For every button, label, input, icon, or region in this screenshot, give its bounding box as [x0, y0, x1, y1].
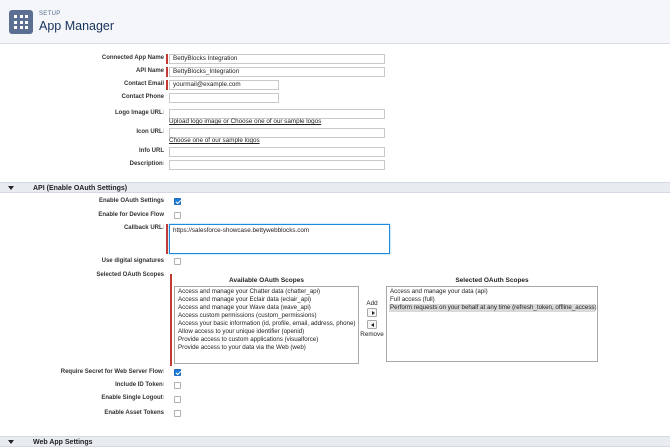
available-scopes-list[interactable] [174, 286, 359, 364]
selected-scopes-label: Selected OAuth Scopes [96, 272, 164, 278]
selected-scopes-title: Selected OAuth Scopes [455, 277, 529, 284]
oauth-section-header[interactable] [0, 182, 670, 193]
contact-email-input[interactable]: yourmail@example.com [169, 80, 279, 90]
callback-url-label: Callback URLi [123, 225, 164, 231]
required-indicator [166, 80, 168, 90]
required-indicator [170, 274, 172, 366]
description-input[interactable] [169, 160, 385, 170]
digital-signatures-checkbox[interactable] [174, 258, 181, 265]
logo-image-url-label: Logo Image URLi [114, 110, 164, 116]
available-scopes-title: Available OAuth Scopes [229, 277, 304, 284]
collapse-triangle-icon[interactable] [8, 186, 14, 190]
grid-icon [9, 10, 33, 34]
collapse-triangle-icon[interactable] [8, 440, 14, 444]
contact-phone-input[interactable] [169, 93, 279, 103]
device-flow-label: Enable for Device Flow [98, 212, 164, 218]
contact-email-label: Contact Email [123, 81, 164, 87]
required-indicator [166, 67, 168, 77]
logo-links [169, 118, 321, 125]
require-secret-label: Require Secret for Web Server Flowi [60, 369, 164, 375]
header-subtitle: SETUP [39, 11, 61, 17]
upload-logo-link[interactable]: Upload logo image [169, 118, 222, 125]
selected-scope-option[interactable]: Full access (full) [390, 296, 435, 303]
available-scope-option[interactable]: Allow access to your unique identifier (openid) [178, 328, 305, 335]
icon-sample-logos-link[interactable]: Choose one of our sample logos [169, 137, 260, 144]
contact-phone-label: Contact Phone [121, 94, 164, 100]
include-id-token-label: Include ID Tokeni [115, 382, 164, 388]
available-scope-option[interactable]: Access your basic information (id, profile, email, address, phone) [178, 320, 356, 327]
available-scope-option[interactable]: Access custom permissions (custom_permissions) [178, 312, 317, 319]
enable-oauth-label: Enable OAuth Settings [98, 198, 164, 204]
web-app-section-title: Web App Settings [33, 438, 93, 446]
api-name-input[interactable]: BettyBlocks_Integration [169, 67, 385, 77]
icon-url-label: Icon URLi [136, 129, 164, 135]
enable-oauth-checkbox[interactable] [174, 198, 181, 205]
page-title: App Manager [39, 19, 115, 33]
selected-scopes-list[interactable] [386, 286, 598, 362]
or-text: or [223, 118, 229, 125]
available-scope-option[interactable]: Access and manage your Eclair data (eclair_api) [178, 296, 312, 303]
description-label: Descriptioni [129, 161, 164, 167]
require-secret-checkbox[interactable] [174, 369, 181, 376]
add-label: Add [366, 300, 378, 307]
asset-tokens-checkbox[interactable] [174, 410, 181, 417]
available-scope-option[interactable]: Provide access to your data via the Web (web) [178, 344, 306, 351]
available-scope-option[interactable]: Access and manage your Wave data (wave_api) [178, 304, 311, 311]
callback-url-textarea[interactable]: https://salesforce-showcase.bettywebblocks.com [169, 224, 390, 254]
api-name-label: API Name [135, 68, 164, 74]
required-indicator [166, 54, 168, 64]
arrow-left-icon [371, 323, 374, 327]
connected-app-name-label: Connected App Name [101, 55, 164, 61]
available-scope-option[interactable]: Provide access to custom applications (visualforce) [178, 336, 319, 343]
arrow-right-icon [372, 311, 375, 315]
connected-app-name-input[interactable]: BettyBlocks Integration [169, 54, 385, 64]
required-indicator [166, 224, 168, 254]
remove-label: Remove [360, 331, 384, 338]
setup-header [0, 0, 670, 44]
include-id-token-checkbox[interactable] [174, 382, 181, 389]
selected-scope-option[interactable]: Perform requests on your behalf at any time (refresh_token, offline_access) [390, 304, 597, 311]
selected-scope-option[interactable]: Access and manage your data (api) [390, 288, 488, 295]
single-logout-checkbox[interactable] [174, 396, 181, 403]
device-flow-checkbox[interactable] [174, 212, 181, 219]
add-scope-button[interactable] [367, 308, 377, 317]
info-url-label: Info URL [139, 148, 164, 154]
sample-logos-link[interactable]: Choose one of our sample logos [230, 118, 322, 125]
digital-signatures-label: Use digital signatures [101, 258, 164, 264]
remove-scope-button[interactable] [367, 320, 377, 329]
info-url-input[interactable] [169, 147, 385, 157]
web-app-section-header[interactable] [0, 436, 670, 447]
single-logout-label: Enable Single Logouti [101, 395, 164, 401]
available-scope-option[interactable]: Access and manage your Chatter data (chatter_api) [178, 288, 321, 295]
oauth-section-title: API (Enable OAuth Settings) [33, 184, 128, 192]
asset-tokens-label: Enable Asset Tokens [104, 410, 164, 416]
